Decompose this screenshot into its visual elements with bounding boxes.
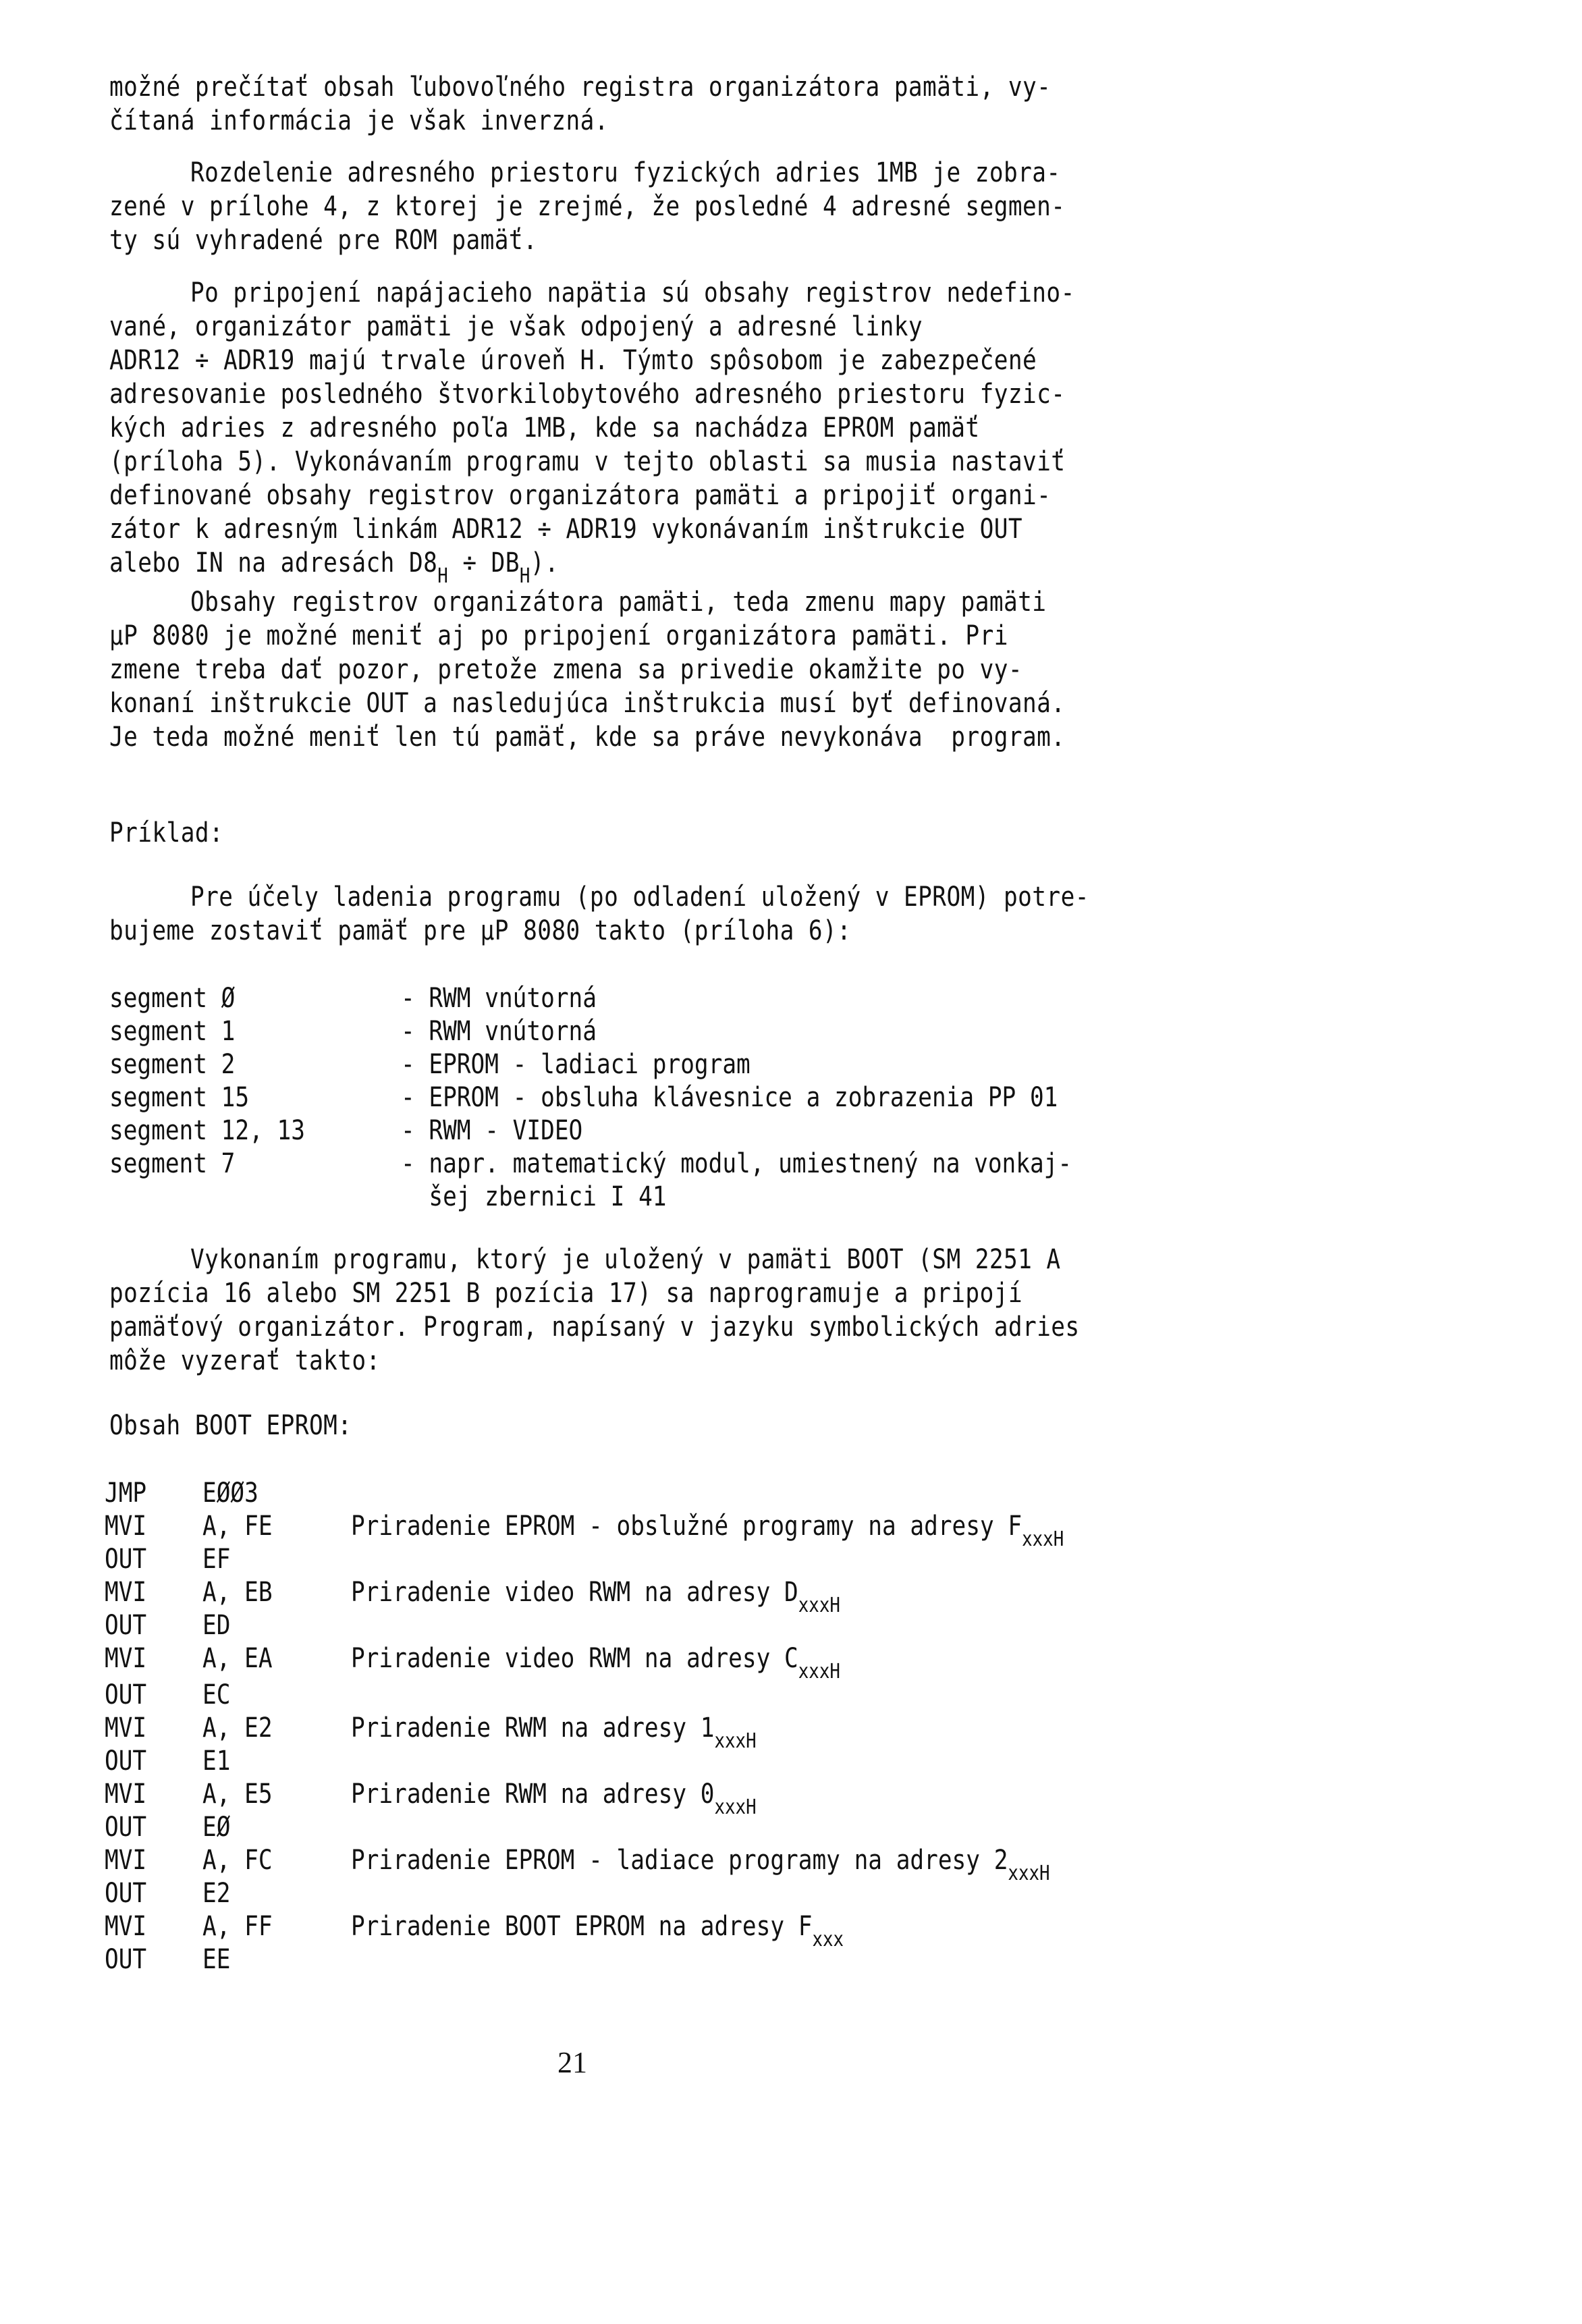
address-prefix: C <box>784 1643 798 1674</box>
code-mnemonic: MVI <box>105 1643 147 1674</box>
code-operand: A, E5 <box>202 1779 273 1810</box>
paragraph-3-line-3: ADR12 ÷ ADR19 majú trvale úroveň H. Týmto spôsobom je zabezpečené <box>109 345 1037 376</box>
code-mnemonic: OUT <box>105 1944 147 1975</box>
paragraph-6-line-2: pozícia 16 alebo SM 2251 B pozícia 17) sa naprogramuje a pripojí <box>109 1278 1022 1309</box>
code-operand: A, E2 <box>202 1712 273 1744</box>
code-comment <box>351 1642 840 1683</box>
code-comment <box>351 1910 844 1951</box>
paragraph-3-line-5: kých adries z adresného poľa 1MB, kde sa nachádza EPROM pamäť <box>109 412 980 443</box>
segment-label: segment Ø <box>109 983 236 1014</box>
boot-eprom-heading: Obsah BOOT EPROM: <box>109 1410 352 1441</box>
address-subscript: xxxH <box>1022 1528 1064 1551</box>
subscript: H <box>519 564 530 588</box>
comment-text: Priradenie RWM na adresy <box>351 1712 701 1744</box>
paragraph-5-line-2: bujeme zostaviť pamäť pre µP 8080 takto (príloha 6): <box>109 915 852 946</box>
code-mnemonic: MVI <box>105 1779 147 1810</box>
address-prefix: 0 <box>700 1779 715 1810</box>
segment-description: - RWM vnútorná <box>401 1016 597 1047</box>
code-operand: EC <box>202 1679 231 1710</box>
code-mnemonic: OUT <box>105 1679 147 1710</box>
code-mnemonic: MVI <box>105 1911 147 1942</box>
code-operand: E1 <box>202 1746 231 1777</box>
code-mnemonic: MVI <box>105 1511 147 1542</box>
code-comment <box>351 1576 840 1617</box>
code-operand: EF <box>202 1544 231 1575</box>
address-subscript: xxxH <box>714 1729 757 1753</box>
address-prefix: D <box>784 1577 798 1608</box>
code-operand: A, FC <box>202 1845 273 1876</box>
address-subscript: xxxH <box>798 1594 840 1617</box>
segment-description: - EPROM - obsluha klávesnice a zobrazenia PP 01 <box>401 1082 1058 1113</box>
segment-label: segment 2 <box>109 1049 236 1080</box>
code-comment <box>351 1844 1050 1885</box>
address-prefix: F <box>798 1911 813 1942</box>
code-mnemonic: OUT <box>105 1746 147 1777</box>
code-mnemonic: MVI <box>105 1577 147 1608</box>
paragraph-4-line-5: Je teda možné meniť len tú pamäť, kde sa práve nevykonáva program. <box>109 722 1066 753</box>
comment-text: Priradenie EPROM - obslužné programy na adresy <box>351 1511 1008 1542</box>
paragraph-3-line-9 <box>109 547 560 588</box>
segment-description: - EPROM - ladiaci program <box>401 1049 751 1080</box>
segment-label: segment 12, 13 <box>109 1115 305 1146</box>
address-prefix: F <box>1008 1511 1022 1542</box>
code-comment <box>351 1778 757 1819</box>
code-operand: A, EB <box>202 1577 273 1608</box>
segment-description: - RWM vnútorná <box>401 983 597 1014</box>
comment-text: Priradenie EPROM - ladiace programy na adresy <box>351 1845 994 1876</box>
address-prefix: 2 <box>993 1845 1008 1876</box>
paragraph-1-line-1: možné prečítať obsah ľubovoľného registra organizátora pamäti, vy- <box>109 72 1052 103</box>
code-mnemonic: OUT <box>105 1878 147 1909</box>
code-operand: ED <box>202 1610 231 1641</box>
paragraph-3-line-6: (príloha 5). Vykonávaním programu v tejto oblasti sa musia nastaviť <box>109 446 1066 477</box>
example-heading: Príklad: <box>109 817 224 848</box>
code-operand: EØØ3 <box>202 1478 258 1509</box>
address-prefix: 1 <box>700 1712 715 1744</box>
comment-text: Priradenie BOOT EPROM na adresy <box>351 1911 798 1942</box>
code-operand: A, EA <box>202 1643 273 1674</box>
segment-description: - RWM - VIDEO <box>401 1115 583 1146</box>
paragraph-3-line-2: vané, organizátor pamäti je však odpojený a adresné linky <box>109 311 923 342</box>
paragraph-1-line-2: čítaná informácia je však inverzná. <box>109 105 609 136</box>
text-segment: alebo IN na adresách D8 <box>109 547 438 578</box>
code-comment <box>351 1712 757 1753</box>
code-operand: A, FF <box>202 1911 273 1942</box>
code-operand: A, FE <box>202 1511 273 1542</box>
code-comment <box>351 1510 1064 1551</box>
address-subscript: xxxH <box>1008 1862 1050 1885</box>
code-mnemonic: MVI <box>105 1845 147 1876</box>
text-segment: ). <box>530 547 560 578</box>
paragraph-4-line-1: Obsahy registrov organizátora pamäti, teda zmenu mapy pamäti <box>190 587 1047 618</box>
address-subscript: xxxH <box>798 1660 840 1683</box>
paragraph-3-line-4: adresovanie posledného štvorkilobytového adresného priestoru fyzic- <box>109 379 1066 410</box>
segment-label: segment 1 <box>109 1016 236 1047</box>
comment-text: Priradenie video RWM na adresy <box>351 1643 785 1674</box>
segment-description-continued: šej zbernici I 41 <box>401 1181 667 1212</box>
segment-description: - napr. matematický modul, umiestnený na vonkaj- <box>401 1148 1072 1179</box>
code-mnemonic: JMP <box>105 1478 147 1509</box>
paragraph-4-line-4: konaní inštrukcie OUT a nasledujúca inštrukcia musí byť definovaná. <box>109 688 1066 719</box>
code-mnemonic: MVI <box>105 1712 147 1744</box>
comment-text: Priradenie RWM na adresy <box>351 1779 701 1810</box>
paragraph-3-line-8: zátor k adresným linkám ADR12 ÷ ADR19 vykonávaním inštrukcie OUT <box>109 514 1022 545</box>
paragraph-4-line-2: µP 8080 je možné meniť aj po pripojení organizátora pamäti. Pri <box>109 620 1008 651</box>
address-subscript: xxx <box>812 1928 844 1951</box>
code-mnemonic: OUT <box>105 1544 147 1575</box>
code-mnemonic: OUT <box>105 1610 147 1641</box>
comment-text: Priradenie video RWM na adresy <box>351 1577 785 1608</box>
code-mnemonic: OUT <box>105 1812 147 1843</box>
paragraph-2-line-1: Rozdelenie adresného priestoru fyzických adries 1MB je zobra- <box>190 157 1061 188</box>
segment-label: segment 7 <box>109 1148 236 1179</box>
paragraph-6-line-1: Vykonaním programu, ktorý je uložený v pamäti BOOT (SM 2251 A <box>190 1244 1061 1275</box>
paragraph-2-line-3: ty sú vyhradené pre ROM pamäť. <box>109 225 538 256</box>
code-operand: EE <box>202 1944 231 1975</box>
code-operand: E2 <box>202 1878 231 1909</box>
address-subscript: xxxH <box>714 1795 757 1819</box>
paragraph-3-line-1: Po pripojení napájacieho napätia sú obsahy registrov nedefino- <box>190 277 1075 308</box>
page-number: 21 <box>557 2046 587 2079</box>
text-segment: ÷ DB <box>448 547 520 578</box>
subscript: H <box>437 564 449 588</box>
paragraph-6-line-3: pamäťový organizátor. Program, napísaný v jazyku symbolických adries <box>109 1312 1080 1343</box>
paragraph-4-line-3: zmene treba dať pozor, pretože zmena sa privedie okamžite po vy- <box>109 654 1022 685</box>
paragraph-5-line-1: Pre účely ladenia programu (po odladení uložený v EPROM) potre- <box>190 882 1089 913</box>
paragraph-2-line-2: zené v prílohe 4, z ktorej je zrejmé, že posledné 4 adresné segmen- <box>109 191 1066 222</box>
segment-label: segment 15 <box>109 1082 250 1113</box>
code-operand: EØ <box>202 1812 231 1843</box>
paragraph-6-line-4: môže vyzerať takto: <box>109 1345 381 1376</box>
paragraph-3-line-7: definované obsahy registrov organizátora pamäti a pripojiť organi- <box>109 480 1052 511</box>
